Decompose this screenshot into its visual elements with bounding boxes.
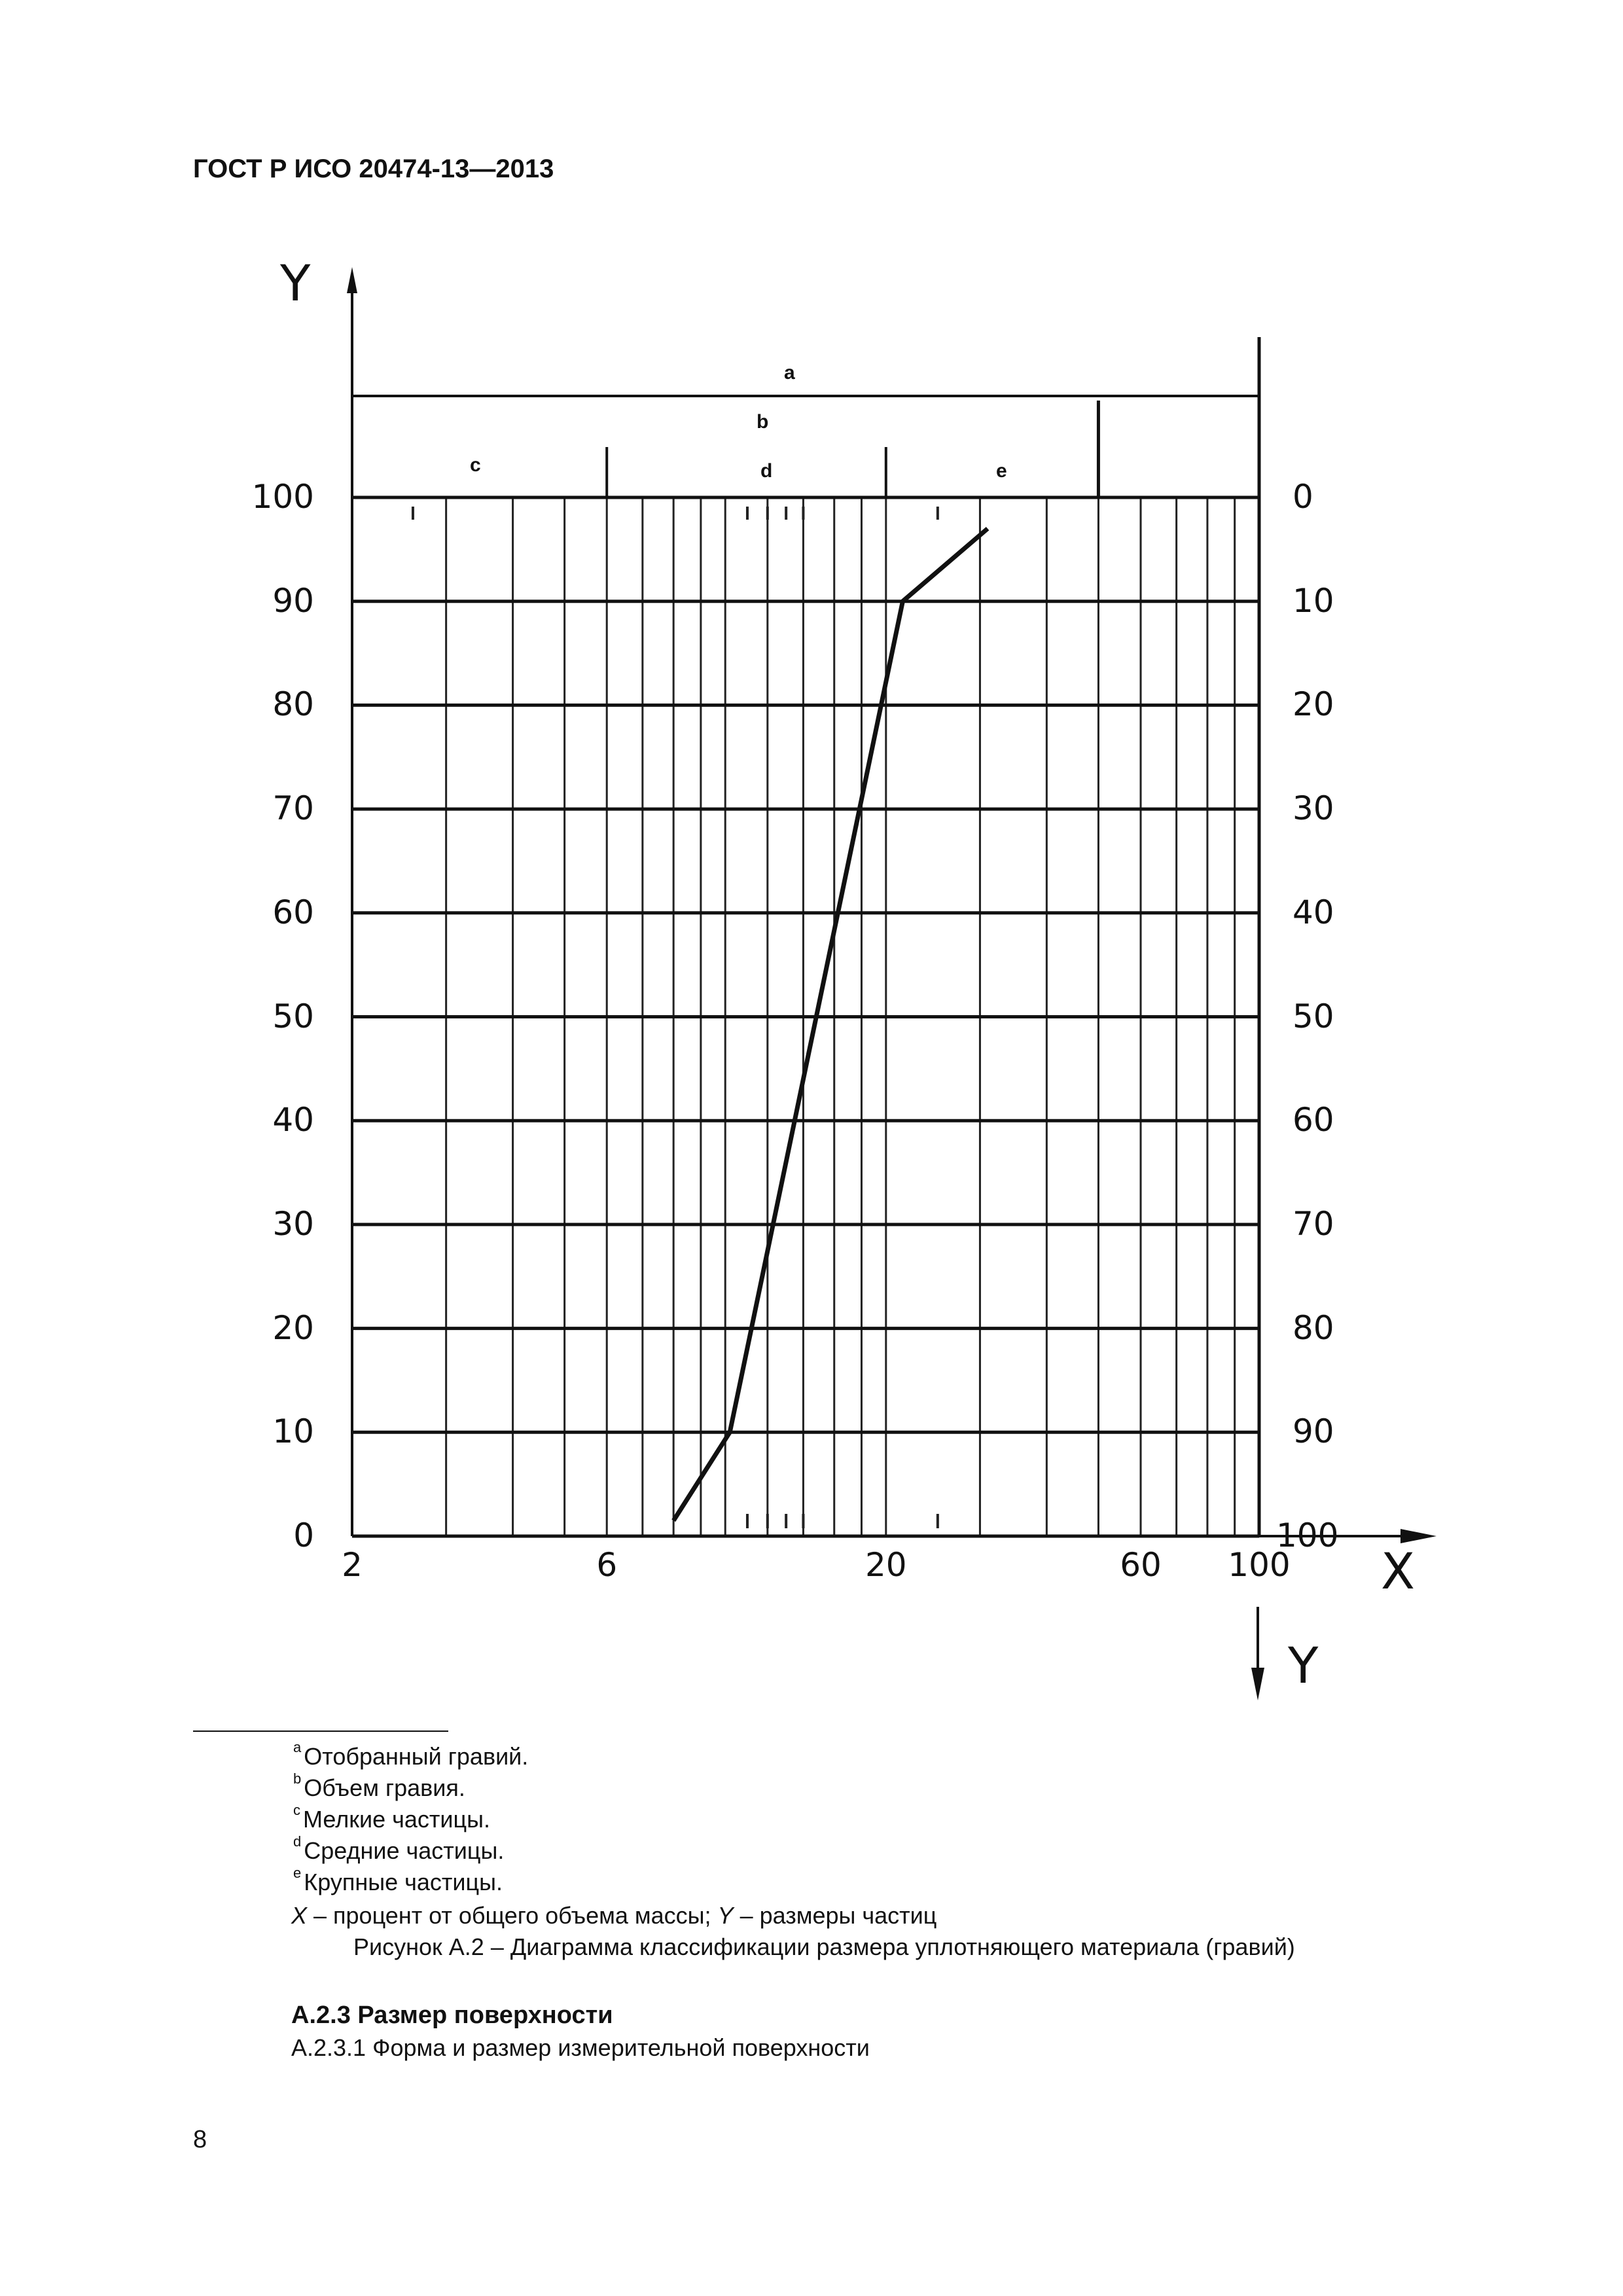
x-tick-label: 2 (342, 1546, 363, 1584)
band-label-d: d (760, 460, 773, 482)
y-right-tick-label: 70 (1293, 1204, 1334, 1243)
section-subheading: А.2.3.1 Форма и размер измерительной поверхности (291, 2034, 870, 2061)
figure-caption: Рисунок А.2 – Диаграмма классификации размера уплотняющего материала (гравий) (353, 1933, 1295, 1960)
x-tick-label: 6 (596, 1546, 618, 1584)
y-right-tick-label: 30 (1293, 789, 1334, 828)
footnote-c: $^c$ Мелкие частицы. (293, 1802, 490, 1833)
y-left-tick-label: 90 (272, 581, 314, 620)
footnote-d: $^d$ Средние частицы. (293, 1833, 505, 1864)
section-heading: А.2.3 Размер поверхности (291, 2001, 613, 2029)
y-left-tick-label: 70 (272, 789, 314, 828)
y-right-tick-label: 80 (1293, 1308, 1334, 1347)
y-left-tick-label: 50 (272, 997, 314, 1035)
band-label-c: c (470, 454, 481, 476)
x-axis-label: X (1381, 1542, 1416, 1600)
document-header: ГОСТ Р ИСО 20474-13—2013 (193, 154, 554, 183)
y-right-tick-label: 50 (1293, 997, 1334, 1035)
y-axis-down-arrow (1251, 1668, 1264, 1700)
y-left-tick-label: 60 (272, 893, 314, 931)
y-right-tick-label: 40 (1293, 893, 1334, 931)
y-axis-label-bottom: Y (1288, 1636, 1319, 1695)
x-tick-label: 20 (865, 1546, 907, 1584)
grading-curve-series-0 (673, 529, 988, 1521)
footnote-e: $^e$ Крупные частицы. (293, 1865, 503, 1895)
classification-bands (352, 337, 1259, 1536)
y-right-tick-label: 20 (1293, 685, 1334, 724)
x-tick-label: 60 (1120, 1546, 1162, 1584)
band-label-a: a (784, 362, 795, 384)
y-axis-label-top: Y (280, 254, 311, 312)
y-left-tick-label: 20 (272, 1308, 314, 1347)
chart-axes (347, 267, 1436, 1700)
y-right-tick-label: 100 (1276, 1516, 1339, 1554)
y-right-tick-label: 90 (1293, 1412, 1334, 1451)
footnote-rule (193, 1731, 448, 1732)
y-left-tick-label: 30 (272, 1204, 314, 1243)
x-axis-arrow (1400, 1529, 1436, 1543)
y-right-tick-label: 60 (1293, 1101, 1334, 1139)
band-label-b: b (757, 411, 769, 433)
y-right-tick-label: 10 (1293, 581, 1334, 620)
band-label-e: e (996, 460, 1007, 482)
footnote-b: $^b$ Объем гравия. (293, 1770, 465, 1801)
y-left-tick-label: 100 (251, 478, 314, 516)
x-tick-label: 100 (1228, 1546, 1291, 1584)
y-left-tick-label: 10 (272, 1412, 314, 1451)
y-left-tick-label: 40 (272, 1101, 314, 1139)
y-axis-up-arrow (347, 267, 357, 293)
y-left-tick-label: 80 (272, 685, 314, 724)
page-number: 8 (193, 2126, 207, 2153)
grading-curve (673, 529, 988, 1521)
chart-grid (352, 497, 1259, 1536)
footnote-a: $^a$ Отобранный гравий. (293, 1739, 529, 1770)
y-left-tick-label: 0 (293, 1516, 314, 1554)
axis-legend-note: X – процент от общего объема массы; Y – размеры частиц (291, 1902, 937, 1929)
y-right-tick-label: 0 (1293, 478, 1313, 516)
